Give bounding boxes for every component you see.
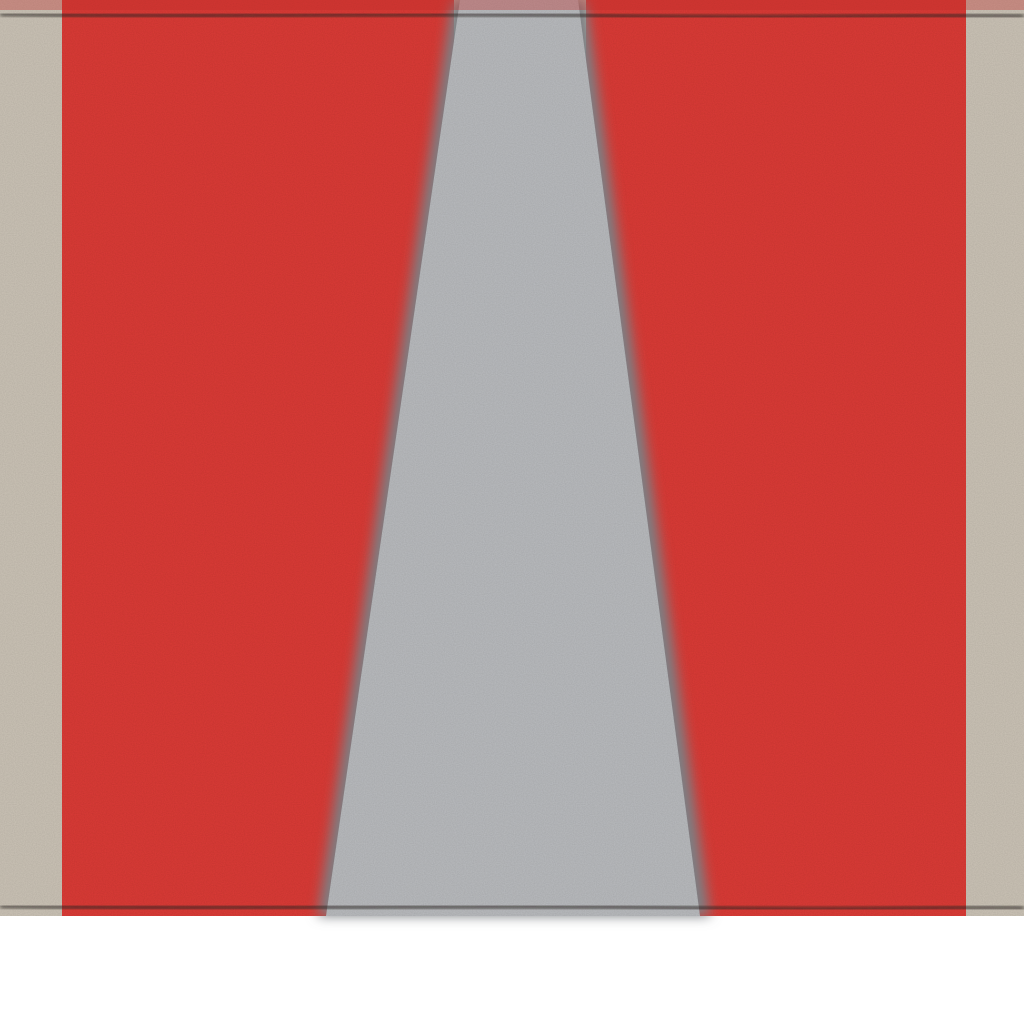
top-edge-shade [0, 0, 1024, 10]
